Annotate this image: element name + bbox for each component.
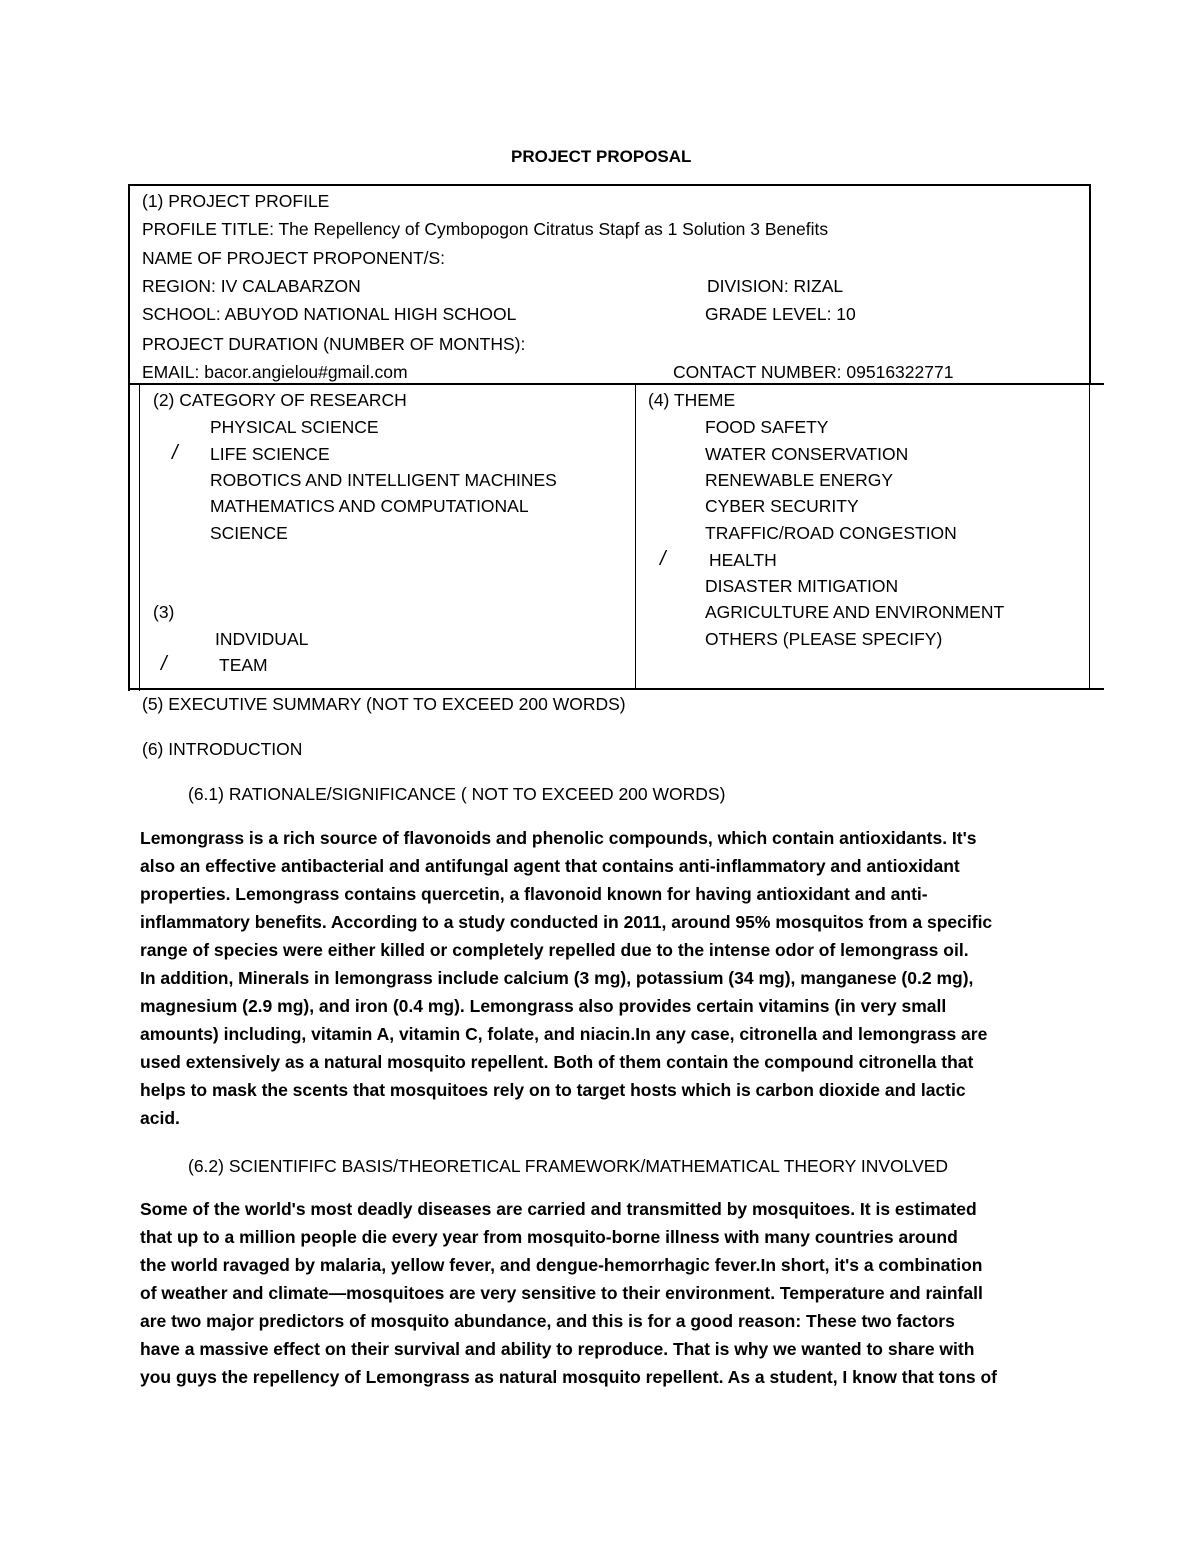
- basis-line: of weather and climate—mosquitoes are very sensitive to their environment. Temperature and rainfall: [140, 1283, 983, 1303]
- rationale-paragraph: [140, 824, 1070, 1132]
- contact-number-label: CONTACT NUMBER: 09516322771: [673, 362, 954, 382]
- theme-item-renewable-energy: RENEWABLE ENERGY: [705, 470, 894, 490]
- division-label: DIVISION: RIZAL: [707, 276, 844, 296]
- duration-label: PROJECT DURATION (NUMBER OF MONTHS):: [142, 334, 526, 354]
- rationale-line: helps to mask the scents that mosquitoes rely on to target hosts which is carbon dioxide and lactic: [140, 1080, 966, 1100]
- category-item-life-science: LIFE SCIENCE: [210, 444, 330, 464]
- rationale-line: acid.: [140, 1108, 180, 1128]
- category-item-robotics: ROBOTICS AND INTELLIGENT MACHINES: [210, 470, 557, 490]
- basis-line: that up to a million people die every year from mosquito-borne illness with many countries around: [140, 1227, 958, 1247]
- grade-level-label: GRADE LEVEL: 10: [705, 304, 856, 324]
- theme-item-water-conservation: WATER CONSERVATION: [705, 444, 909, 464]
- profile-heading: (1) PROJECT PROFILE: [142, 191, 330, 211]
- participation-check-mark: /: [161, 653, 167, 675]
- basis-paragraph: [140, 1195, 1070, 1391]
- rationale-line: properties. Lemongrass contains quercetin, a flavonoid known for having antioxidant and anti-: [140, 884, 928, 904]
- rationale-line: In addition, Minerals in lemongrass include calcium (3 mg), potassium (34 mg), manganese (0.2 mg),: [140, 968, 974, 988]
- table-border-left: [128, 184, 130, 691]
- table-column-divider: [635, 384, 636, 689]
- rationale-heading: (6.1) RATIONALE/SIGNIFICANCE ( NOT TO EXCEED 200 WORDS): [188, 784, 726, 804]
- region-label: REGION: IV CALABARZON: [142, 276, 361, 296]
- theme-heading: (4) THEME: [648, 390, 736, 410]
- theme-item-traffic: TRAFFIC/ROAD CONGESTION: [705, 523, 957, 543]
- theme-item-health: HEALTH: [709, 550, 777, 570]
- theme-item-cyber-security: CYBER SECURITY: [705, 496, 859, 516]
- table-border-right-lower: [1089, 384, 1090, 689]
- theme-item-disaster-mitigation: DISASTER MITIGATION: [705, 576, 899, 596]
- rationale-line: inflammatory benefits. According to a study conducted in 2011, around 95% mosquitos from a specific: [140, 912, 993, 932]
- rationale-line: amounts) including, vitamin A, vitamin C, folate, and niacin.In any case, citronella and lemongrass are: [140, 1024, 988, 1044]
- participation-heading: (3): [153, 602, 175, 622]
- rationale-line: range of species were either killed or completely repelled due to the intense odor of lemongrass oil.: [140, 940, 969, 960]
- category-item-mathematics: MATHEMATICS AND COMPUTATIONAL: [210, 496, 529, 516]
- table-border-bottom: [128, 688, 1104, 690]
- introduction-heading: (6) INTRODUCTION: [142, 739, 303, 759]
- category-heading: (2) CATEGORY OF RESEARCH: [153, 390, 407, 410]
- theme-item-food-safety: FOOD SAFETY: [705, 417, 829, 437]
- school-label: SCHOOL: ABUYOD NATIONAL HIGH SCHOOL: [142, 304, 517, 324]
- theme-item-agriculture: AGRICULTURE AND ENVIRONMENT: [705, 602, 1005, 622]
- basis-line: Some of the world's most deadly diseases are carried and transmitted by mosquitoes. It is estimated: [140, 1199, 977, 1219]
- theme-check-mark: /: [660, 548, 666, 570]
- page-title: PROJECT PROPOSAL: [511, 147, 692, 166]
- basis-line: have a massive effect on their survival and ability to reproduce. That is why we wanted to share with: [140, 1339, 975, 1359]
- participation-team: TEAM: [219, 655, 268, 675]
- basis-heading: (6.2) SCIENTIFIFC BASIS/THEORETICAL FRAMEWORK/MATHEMATICAL THEORY INVOLVED: [188, 1156, 949, 1176]
- basis-line: are two major predictors of mosquito abundance, and this is for a good reason: These two factors: [140, 1311, 955, 1331]
- theme-item-others: OTHERS (PLEASE SPECIFY): [705, 629, 943, 649]
- category-item-science: SCIENCE: [210, 523, 288, 543]
- table-border-left-inner: [139, 384, 140, 691]
- basis-line: the world ravaged by malaria, yellow fever, and dengue-hemorrhagic fever.In short, it's a combination: [140, 1255, 983, 1275]
- basis-line: you guys the repellency of Lemongrass as natural mosquito repellent. As a student, I know that tons of: [140, 1367, 997, 1387]
- participation-individual: INDVIDUAL: [215, 629, 309, 649]
- table-border-right-upper: [1089, 184, 1091, 384]
- category-item-physical-science: PHYSICAL SCIENCE: [210, 417, 379, 437]
- category-check-mark: /: [172, 442, 178, 464]
- rationale-line: used extensively as a natural mosquito repellent. Both of them contain the compound citronella that: [140, 1052, 974, 1072]
- table-divider: [128, 383, 1104, 385]
- executive-summary-heading: (5) EXECUTIVE SUMMARY (NOT TO EXCEED 200 WORDS): [142, 694, 626, 714]
- table-border-top: [128, 184, 1091, 186]
- rationale-line: magnesium (2.9 mg), and iron (0.4 mg). Lemongrass also provides certain vitamins (in very small: [140, 996, 947, 1016]
- profile-title: PROFILE TITLE: The Repellency of Cymbopogon Citratus Stapf as 1 Solution 3 Benefits: [142, 219, 829, 239]
- proponents-label: NAME OF PROJECT PROPONENT/S:: [142, 248, 446, 268]
- rationale-line: also an effective antibacterial and antifungal agent that contains anti-inflammatory and antioxidant: [140, 856, 960, 876]
- email-label: EMAIL: bacor.angielou#gmail.com: [142, 362, 408, 382]
- rationale-line: Lemongrass is a rich source of flavonoids and phenolic compounds, which contain antioxidants. It's: [140, 828, 977, 848]
